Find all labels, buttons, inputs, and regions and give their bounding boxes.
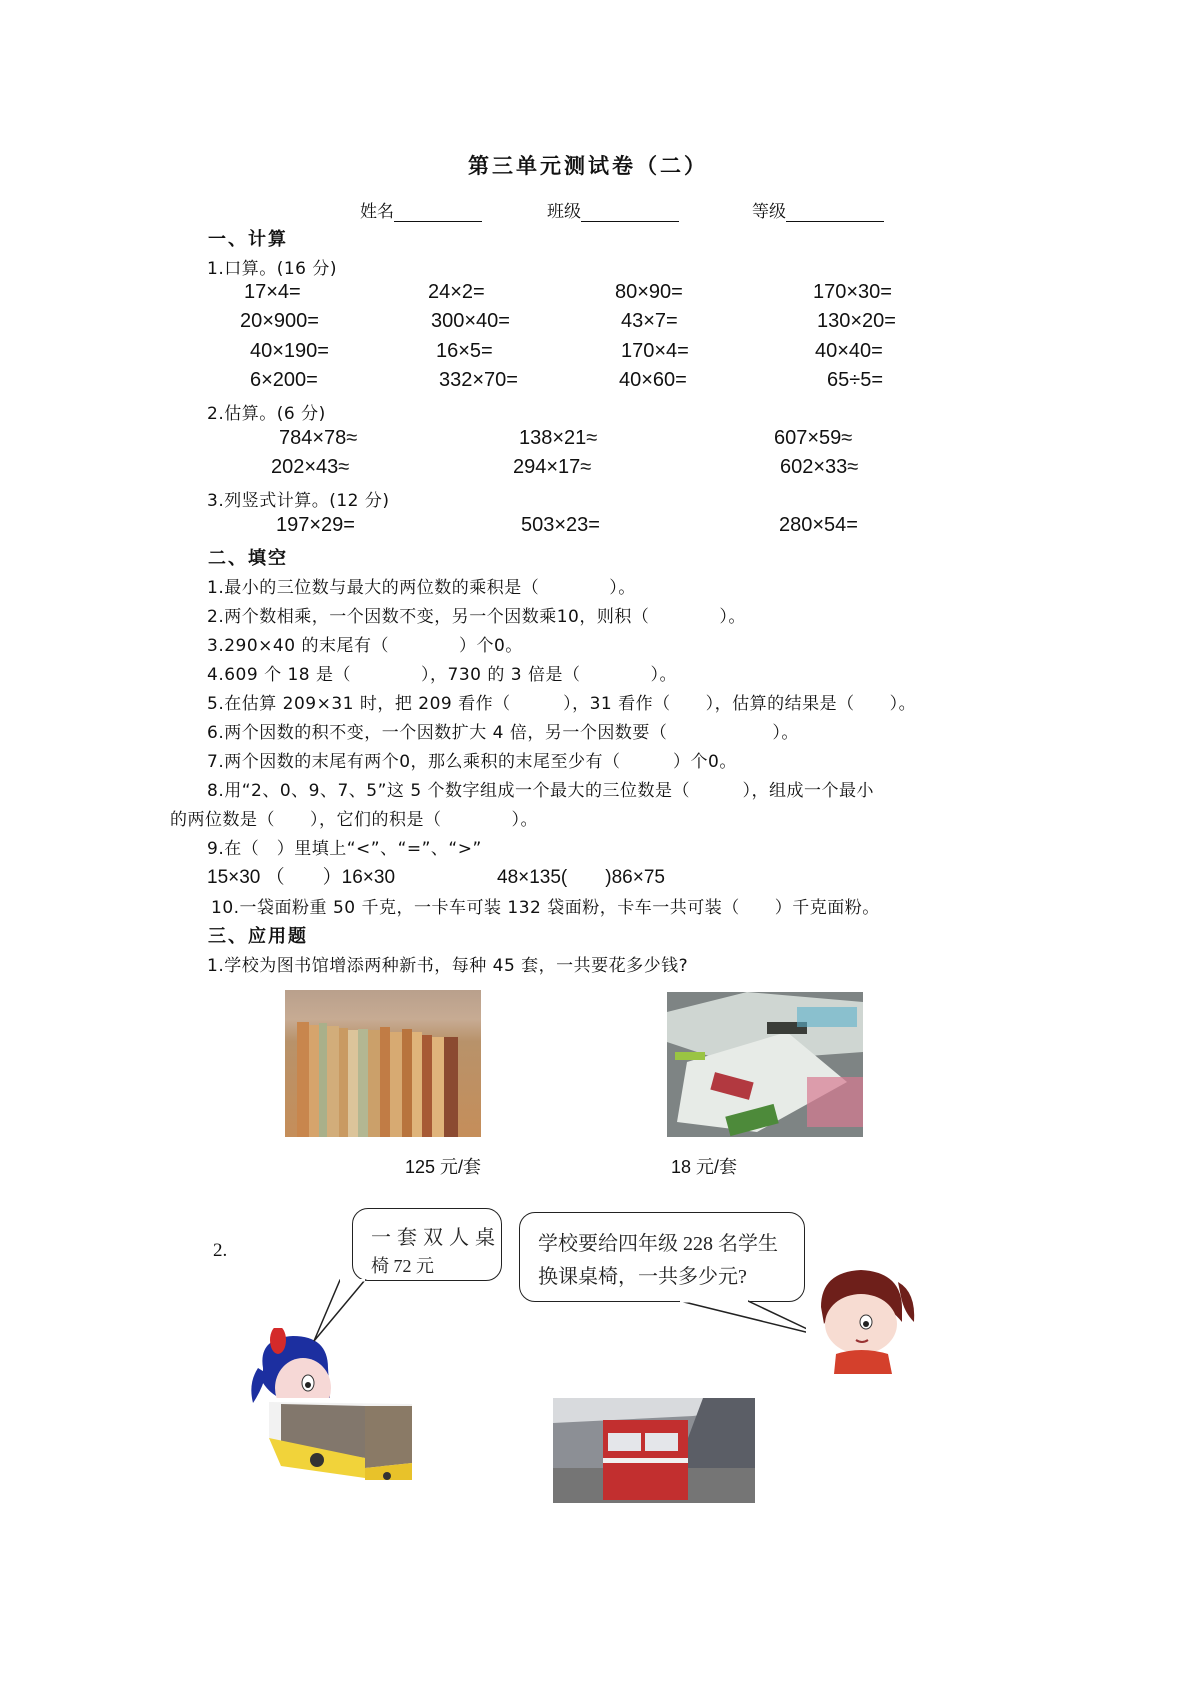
fill-q7: 7.两个因数的末尾有两个0，那么乘积的末尾至少有（ ）个0。 (207, 752, 737, 772)
vertical-calc: 503×23= (521, 514, 600, 536)
oral-calc: 24×2= (428, 281, 485, 303)
estimate-calc: 784×78≈ (279, 427, 358, 449)
grade-underline[interactable] (786, 203, 884, 222)
app-q1: 1.学校为图书馆增添两种新书，每种 45 套，一共要花多少钱? (207, 956, 689, 976)
oral-calc: 40×60= (619, 369, 687, 391)
oral-calc: 43×7= (621, 310, 678, 332)
class-label: 班级 (547, 202, 581, 222)
fill-q5: 5.在估算 209×31 时，把 209 看作（ ），31 看作（ ），估算的结果是（ ）。 (207, 694, 917, 714)
oral-calc: 65÷5= (827, 369, 884, 391)
estimate-calc: 294×17≈ (513, 456, 592, 478)
fill-q1: 1.最小的三位数与最大的两位数的乘积是（ ）。 (207, 578, 636, 598)
grade-field[interactable] (752, 197, 884, 222)
girl-right-illustration (806, 1262, 922, 1374)
bubble-right-line1: 学校要给四年级 228 名学生 (538, 1233, 778, 1255)
app-q2-number: 2. (213, 1240, 228, 1261)
old-books-price: 125 元/套 (405, 1157, 482, 1177)
new-books-photo (667, 992, 863, 1137)
name-label: 姓名 (360, 202, 394, 222)
oral-calc: 20×900= (240, 310, 319, 332)
estimate-calc: 602×33≈ (780, 456, 859, 478)
speech-bubble-left-tail (310, 1279, 390, 1349)
oral-calc: 40×190= (250, 340, 329, 362)
oral-calc: 17×4= (244, 281, 301, 303)
oral-calc: 6×200= (250, 369, 318, 391)
fill-q10: 10.一袋面粉重 50 千克，一卡车可装 132 袋面粉，卡车一共可装（ ）千克面粉。 (211, 898, 880, 918)
vertical-calc: 197×29= (276, 514, 355, 536)
section2-heading: 二、填空 (208, 548, 288, 569)
bubble-right-line2: 换课桌椅，一共多少元? (538, 1266, 747, 1288)
fill-q8-line1: 8.用“2、0、9、7、5”这 5 个数字组成一个最大的三位数是（ ），组成一个最小 (207, 781, 875, 801)
class-field[interactable] (547, 197, 679, 222)
oral-calc: 170×4= (621, 340, 689, 362)
section3-heading: 三、应用题 (208, 926, 308, 947)
fill-q3: 3.290×40 的末尾有（ ）个0。 (207, 636, 523, 656)
oral-calc: 170×30= (813, 281, 892, 303)
speech-bubble-left (352, 1208, 502, 1281)
new-books-price: 18 元/套 (671, 1157, 738, 1177)
grade-label: 等级 (752, 202, 786, 222)
train-photo (553, 1398, 755, 1503)
fill-q8-line2: 的两位数是（ ），它们的积是（ ）。 (170, 810, 538, 830)
oral-calc: 332×70= (439, 369, 518, 391)
fill-q9: 9.在（ ）里填上“<”、“=”、“>” (207, 839, 482, 859)
name-underline[interactable] (394, 203, 482, 222)
old-books-photo (285, 990, 481, 1137)
speech-bubble-right (519, 1212, 805, 1302)
oral-calc: 300×40= (431, 310, 510, 332)
vertical-calc: 280×54= (779, 514, 858, 536)
fill-q4: 4.609 个 18 是（ ），730 的 3 倍是（ ）。 (207, 665, 677, 685)
bubble-left-line2: 椅 72 元 (371, 1256, 434, 1276)
estimate-calc: 202×43≈ (271, 456, 350, 478)
oral-calc: 16×5= (436, 340, 493, 362)
fill-q9-compare-a: 15×30 （ ）16×30 (207, 867, 396, 888)
part1-label: 1.口算。(16 分) (207, 259, 338, 279)
oral-calc: 130×20= (817, 310, 896, 332)
bubble-left-line1: 一套双人桌 (371, 1227, 501, 1249)
part3-label: 3.列竖式计算。(12 分) (207, 491, 390, 511)
bus-photo (267, 1398, 415, 1480)
fill-q9-compare-b: 48×135( )86×75 (497, 867, 665, 888)
speech-bubble-right-tail (560, 1300, 830, 1340)
oral-calc: 80×90= (615, 281, 683, 303)
class-underline[interactable] (581, 203, 679, 222)
estimate-calc: 607×59≈ (774, 427, 853, 449)
oral-calc: 40×40= (815, 340, 883, 362)
fill-q6: 6.两个因数的积不变，一个因数扩大 4 倍，另一个因数要（ ）。 (207, 723, 799, 743)
section1-heading: 一、计算 (208, 229, 288, 250)
estimate-calc: 138×21≈ (519, 427, 598, 449)
page-title: 第三单元测试卷（二） (468, 153, 708, 178)
name-field[interactable] (360, 197, 482, 222)
fill-q2: 2.两个数相乘，一个因数不变，另一个因数乘10，则积（ ）。 (207, 607, 746, 627)
part2-label: 2.估算。(6 分) (207, 404, 326, 424)
